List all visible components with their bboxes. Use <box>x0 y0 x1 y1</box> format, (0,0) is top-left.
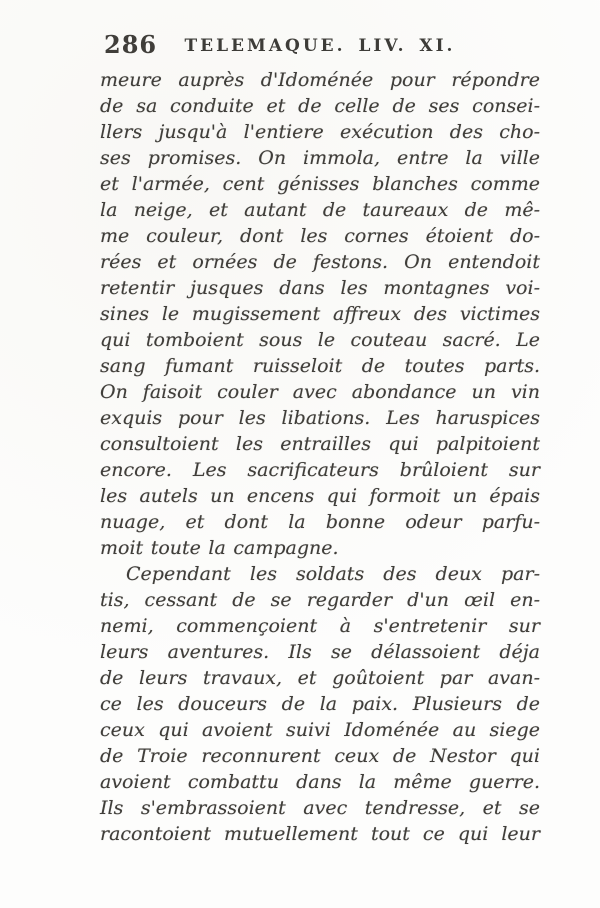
text-line: la neige, et autant de taureaux de mê- <box>100 199 540 221</box>
text-line: de sa conduite et de celle de ses consei- <box>100 95 540 117</box>
page-header <box>100 30 540 62</box>
text-line: Ils s'embrassoient avec tendresse, et se <box>100 797 540 819</box>
text-line: me couleur, dont les cornes étoient do- <box>100 225 540 247</box>
text-line: nemi, commençoient à s'entretenir sur <box>100 615 540 637</box>
text-line: racontoient mutuellement tout ce qui leur <box>100 823 540 845</box>
text-line: ce les douceurs de la paix. Plusieurs de <box>100 693 540 715</box>
text-line: qui tomboient sous le couteau sacré. Le <box>100 329 540 351</box>
text-line: leurs aventures. Ils se délassoient déja <box>100 641 540 663</box>
text-line: de Troie reconnurent ceux de Nestor qui <box>100 745 540 767</box>
page-number: 286 <box>104 30 158 59</box>
text-line: meure auprès d'Idoménée pour répondre <box>100 69 540 91</box>
text-line: encore. Les sacrificateurs brûloient sur <box>100 459 540 481</box>
text-line: llers jusqu'à l'entiere exécution des cho- <box>100 121 540 143</box>
running-title: TELEMAQUE. LIV. XI. <box>184 36 456 56</box>
text-line: moit toute la campagne. <box>100 537 339 559</box>
text-line: exquis pour les libations. Les haruspices <box>100 407 540 429</box>
text-line: rées et ornées de festons. On entendoit <box>100 251 540 273</box>
body-text <box>100 67 540 847</box>
text-line: les autels un encens qui formoit un épais <box>100 485 540 507</box>
text-line: retentir jusques dans les montagnes voi- <box>100 277 540 299</box>
text-line: consultoient les entrailles qui palpitoient <box>100 433 540 455</box>
text-line: sines le mugissement affreux des victimes <box>100 303 540 325</box>
text-line: sang fumant ruisseloit de toutes parts. <box>100 355 540 377</box>
text-line: tis, cessant de se regarder d'un œil en- <box>100 589 540 611</box>
text-line: Cependant les soldats des deux par- <box>126 563 540 585</box>
text-line: avoient combattu dans la même guerre. <box>100 771 540 793</box>
text-line: et l'armée, cent génisses blanches comme <box>100 173 540 195</box>
text-line: On faisoit couler avec abondance un vin <box>100 381 540 403</box>
text-line: ses promises. On immola, entre la ville <box>100 147 540 169</box>
text-line: ceux qui avoient suivi Idoménée au siege <box>100 719 540 741</box>
text-line: de leurs travaux, et goûtoient par avan- <box>100 667 540 689</box>
text-line: nuage, et dont la bonne odeur parfu- <box>100 511 540 533</box>
